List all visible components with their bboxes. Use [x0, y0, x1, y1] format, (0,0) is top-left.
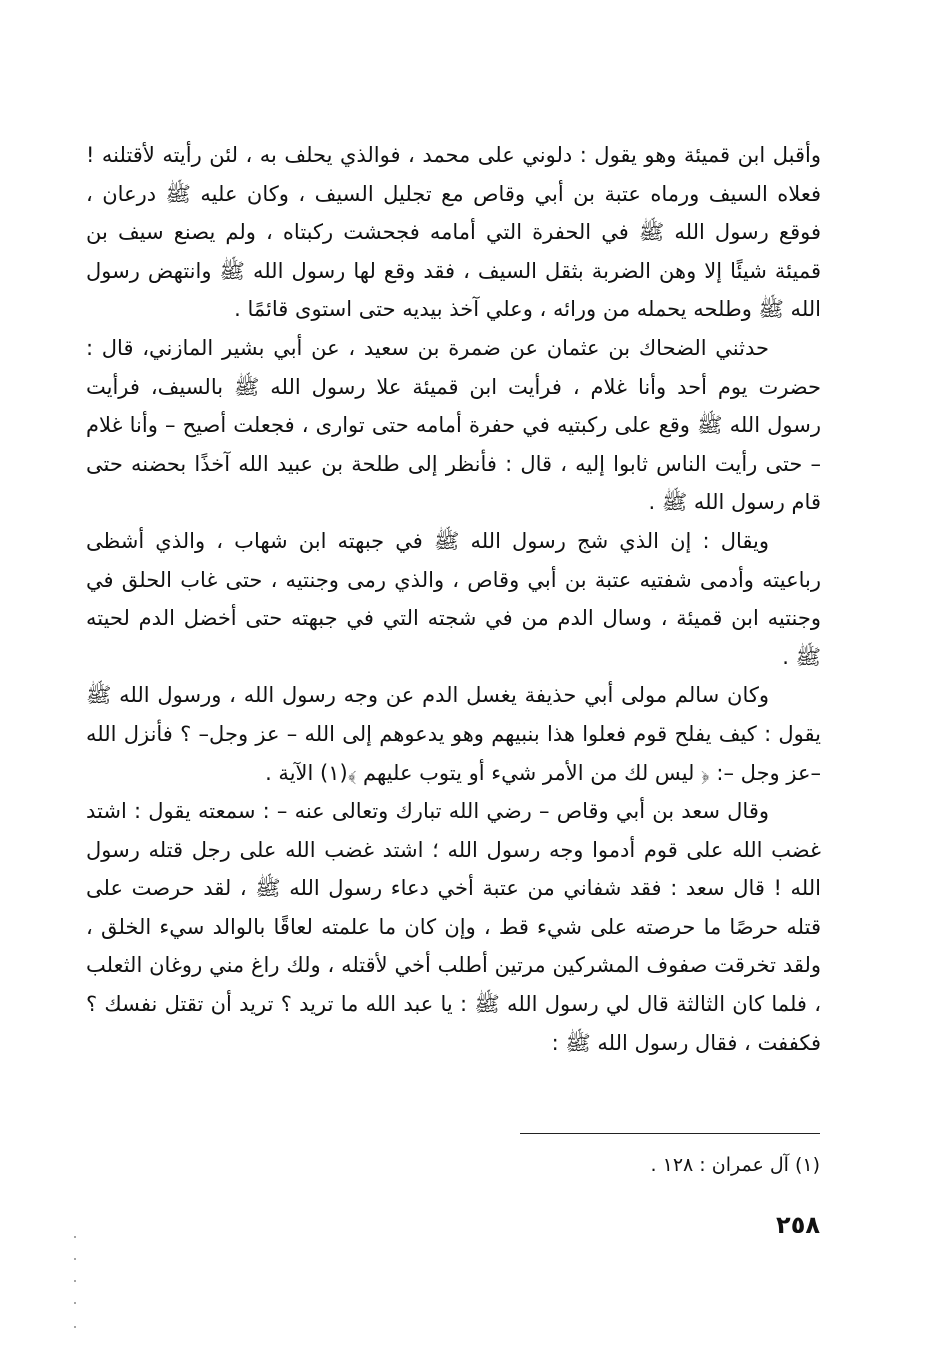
footnote: (١) آل عمران : ١٢٨ .	[650, 1154, 820, 1176]
paragraph-5: وقال سعد بن أبي وقاص – رضي الله تبارك وتعالى عنه – : سمعته يقول : اشتد غضب الله على قوم أدموا وجه رسول الله ؛ اشتد غضب الله على رجل قتله رسول الله ! قال سعد : فقد شفاني من عتبة أخي دعاء رسول الله ﷺ ، لقد حرصت على قتله حرصًا ما حرصته على شيء قط ، وإن كان ما علمته لعاقًا بالوالد سيء الخلق ، ولقد تخرقت صفوف المشركين مرتين أطلب أخي لأقتله ، ولك راغ مني روغان الثعلب ، فلما كان الثالثة قال لي رسول الله ﷺ : يا عبد الله ما تريد ؟ تريد أن تقتل نفسك ؟ فكففت ، فقال رسول الله ﷺ :	[86, 799, 821, 1055]
scan-artifact-dots	[74, 1236, 78, 1332]
body-text	[86, 136, 821, 1062]
footnote-separator	[520, 1133, 820, 1134]
paragraph-4: وكان سالم مولى أبي حذيفة يغسل الدم عن وجه رسول الله ، ورسول الله ﷺ يقول : كيف يفلح قوم فعلوا هذا بنبيهم وهو يدعوهم إلى الله – عز وجل– ؟ فأنزل الله –عز وجل –: ﴿ ليس لك من الأمر شيء أو يتوب عليهم ﴾(١) الآية .	[86, 683, 821, 785]
paragraph-2: حدثني الضحاك بن عثمان عن ضمرة بن سعيد ، عن أبي بشير المازني، قال : حضرت يوم أحد وأنا غلام ، فرأيت ابن قميئة علا رسول الله ﷺ بالسيف، فرأيت رسول الله ﷺ وقع على ركبتيه في حفرة أمامه حتى توارى ، فجعلت أصيح – وأنا غلام – حتى رأيت الناس ثابوا إليه ، قال : فأنظر إلى طلحة بن عبيد الله آخذًا بحضنه حتى قام رسول الله ﷺ .	[86, 335, 821, 515]
page-number: ٢٥٨	[776, 1211, 820, 1239]
paragraph-3: ويقال : إن الذي شج رسول الله ﷺ في جبهته ابن شهاب ، والذي أشظى رباعيته وأدمى شفتيه عتبة بن أبي وقاص ، والذي رمى وجنتيه ، حتى غاب الحلق في وجنتيه ابن قميئة ، وسال الدم من في شجته التي في جبهته حتى أخضل الدم لحيته ﷺ .	[86, 528, 821, 669]
paragraph-1: وأقبل ابن قميئة وهو يقول : دلوني على محمد ، فوالذي يحلف به ، لئن رأيته لأقتلنه ! فعلاه السيف ورماه عتبة بن أبي وقاص مع تجليل السيف ، وكان عليه ﷺ درعان ، فوقع رسول الله ﷺ في الحفرة التي أمامه فجحشت ركبتاه ، ولم يصنع سيف بن قميئة شيئًا إلا وهن الضربة بثقل السيف ، فقد وقع لها رسول الله ﷺ وانتهض رسول الله ﷺ وطلحه يحمله من ورائه ، وعلي آخذ بيديه حتى استوى قائمًا .	[86, 143, 821, 322]
